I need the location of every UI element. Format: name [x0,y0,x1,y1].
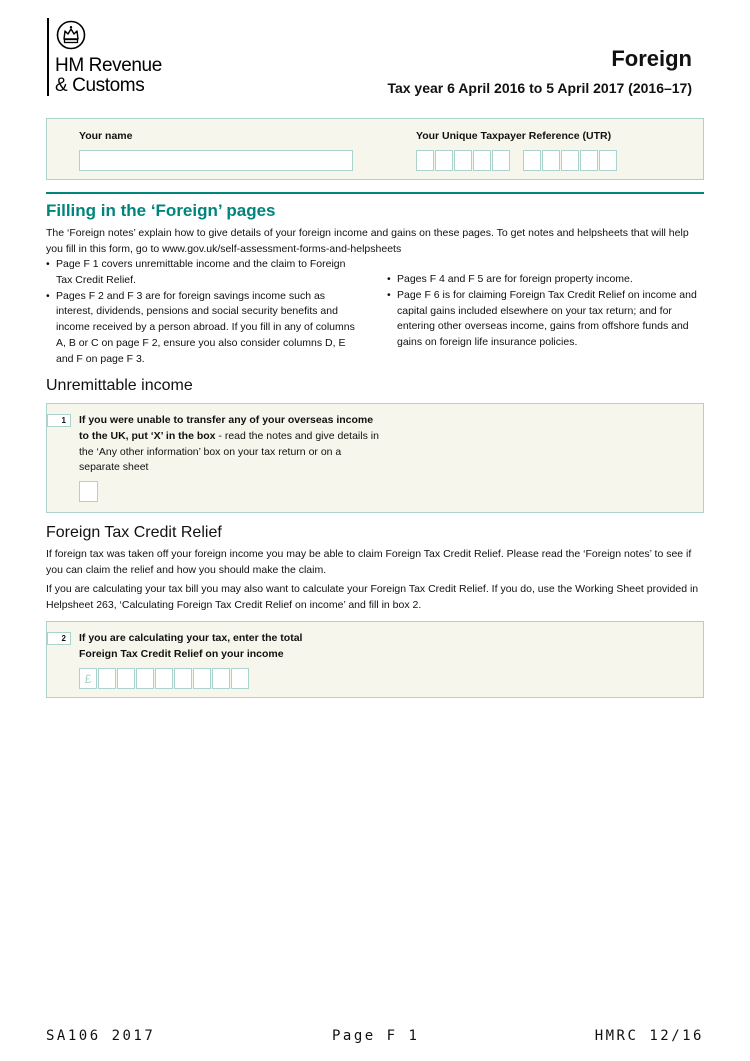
box-number: 2 [47,632,71,645]
identity-panel [46,118,704,180]
form-code: SA106 2017 [46,1028,156,1044]
bullet-list-left [46,257,364,368]
amount-digit-box[interactable] [117,668,135,689]
utr-digit-box[interactable] [599,150,617,171]
bullet-item: • Page F 1 covers unremittable income and the claim to Foreign Tax Credit Relief. [46,257,364,289]
ftcr-paragraph-2: If you are calculating your tax bill you may also want to calculate your Foreign Tax Credit Relief. If you do, use the Working Sheet provided in Helpsheet 263, ‘Calculating Foreign Tax Credit Relief on income’ and fill in box 2. [46,583,699,611]
utr-digit-box[interactable] [580,150,598,171]
section-heading: Filling in the ‘Foreign’ pages [46,201,276,220]
utr-digit-box[interactable] [454,150,472,171]
box-number: 1 [47,414,71,427]
amount-digit-box[interactable] [212,668,230,689]
amount-digit-box[interactable] [155,668,173,689]
unremittable-heading: Unremittable income [46,377,193,394]
amount-digit-box[interactable] [231,668,249,689]
intro-paragraph: The ‘Foreign notes’ explain how to give details of your foreign income and gains on these pages. To get notes and helpsheets that will help you fill in this form, go to www.gov.uk/self-assessment-forms-and-helpsheets [46,227,689,255]
utr-digit-box[interactable] [416,150,434,171]
name-label: Your name [79,130,133,142]
box-1-question-rest: - read the notes and give details in the ‘Any other information’ box on your tax return or on a separate sheet [79,429,379,474]
name-field[interactable] [79,150,353,171]
utr-digit-box[interactable] [435,150,453,171]
box-2-question: If you are calculating your tax, enter the total Foreign Tax Credit Relief on your income [79,632,303,660]
box-1-question-bold: If you were unable to transfer any of your overseas income to the UK, put ‘X’ in the box [79,414,374,442]
ftcr-heading: Foreign Tax Credit Relief [46,524,222,541]
logo-line-2: & Customs [55,75,145,96]
amount-digit-box[interactable] [174,668,192,689]
amount-digit-box[interactable] [98,668,116,689]
page-number: Page F 1 [332,1028,420,1044]
form-version: HMRC 12/16 [594,1028,704,1044]
department-name [55,56,162,96]
pound-sign: £ [79,668,97,689]
box-1-question [79,413,379,476]
tax-year: Tax year 6 April 2016 to 5 April 2017 (2016–17) [387,80,692,96]
amount-digit-box[interactable] [193,668,211,689]
utr-digit-box[interactable] [492,150,510,171]
bullet-item: • Pages F 4 and F 5 are for foreign property income. [387,272,707,288]
bullet-list-right [387,272,707,351]
form-title: Foreign [611,46,692,71]
utr-digit-box[interactable] [542,150,560,171]
crown-icon [56,20,86,50]
utr-label: Your Unique Taxpayer Reference (UTR) [416,130,612,142]
amount-digit-box[interactable] [136,668,154,689]
utr-digit-box[interactable] [561,150,579,171]
bullet-item: • Page F 6 is for claiming Foreign Tax Credit Relief on income and capital gains included elsewhere on your tax return; and for entering other overseas income, gains from offshore funds and gains on foreign life insurance policies. [387,288,707,351]
logo-rule [47,18,49,96]
utr-digit-box[interactable] [473,150,491,171]
logo-line-1: HM Revenue [55,55,162,76]
box-2-panel [46,621,704,698]
section-divider [46,192,704,194]
unremittable-checkbox[interactable] [79,481,98,502]
bullet-item: • Pages F 2 and F 3 are for foreign savings income such as interest, dividends, pensions and social security benefits and income received by a person abroad. If you fill in any of columns A, B or C on page F 2, ensure you also consider columns D, E and F on page F 3. [46,289,364,368]
utr-digit-box[interactable] [523,150,541,171]
box-1-panel [46,403,704,513]
ftcr-paragraph-1: If foreign tax was taken off your foreign income you may be able to claim Foreign Tax Credit Relief. Please read the ‘Foreign notes’ to see if you can claim the relief and how you should make the claim. [46,548,692,576]
